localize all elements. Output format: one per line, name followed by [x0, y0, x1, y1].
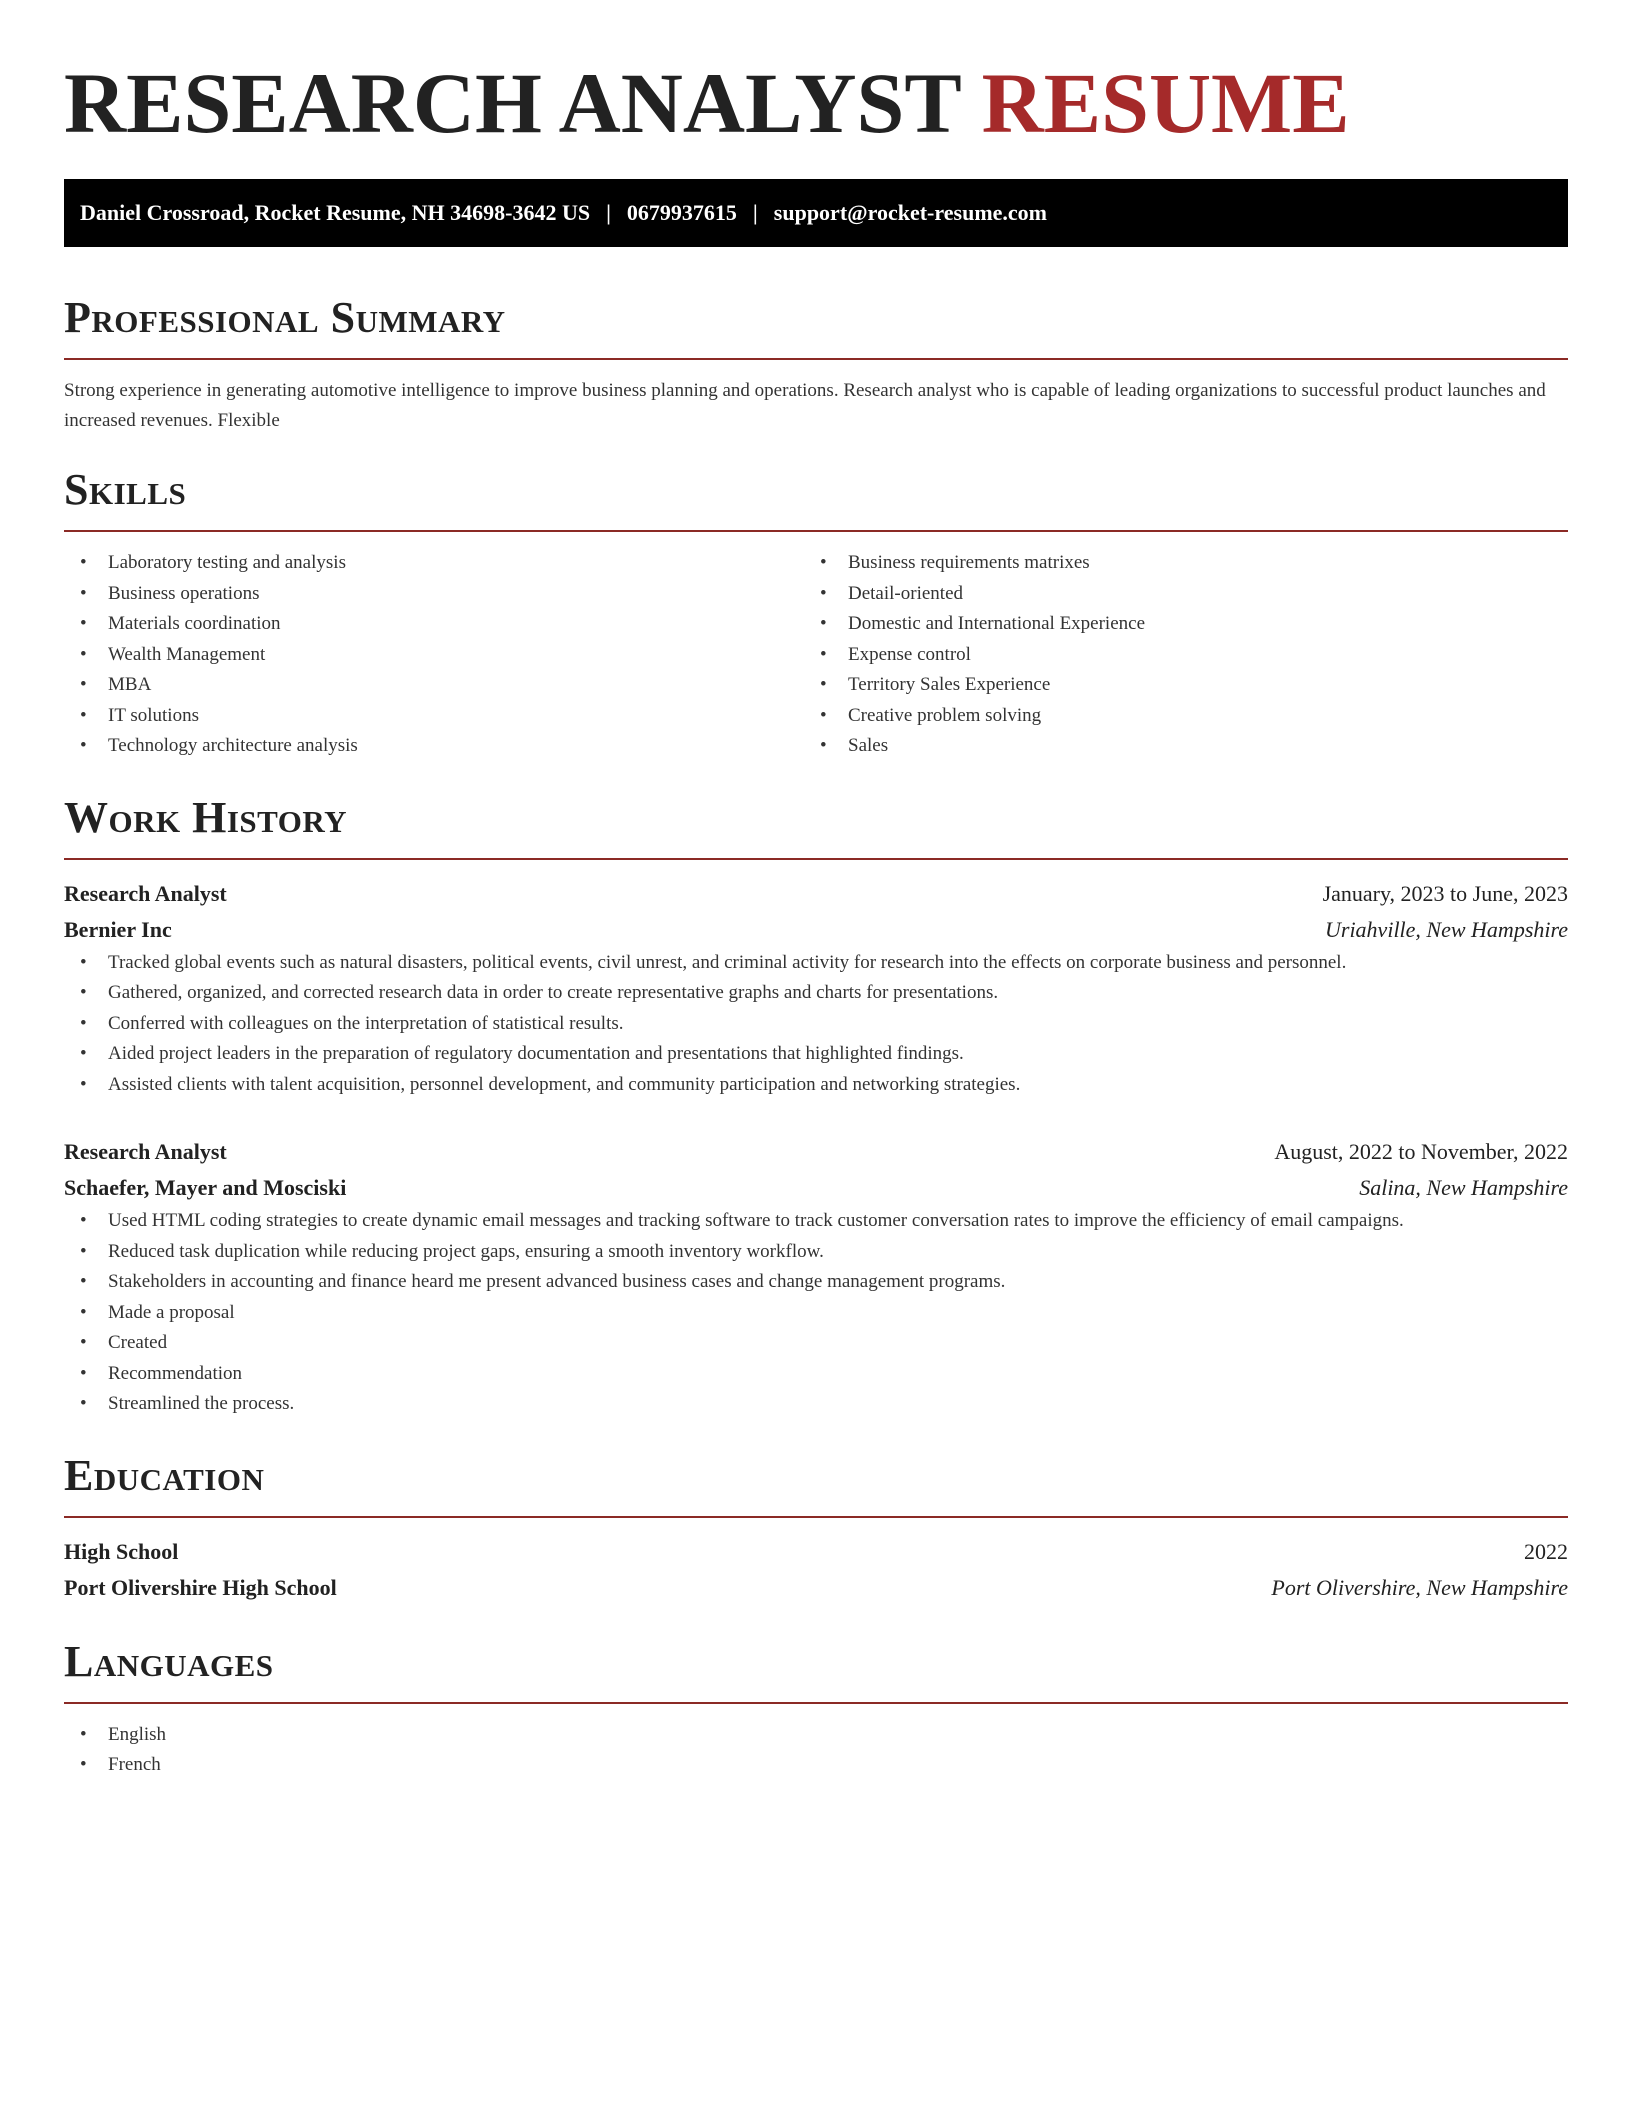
skills-grid: [64, 548, 1568, 762]
job-dates: January, 2023 to June, 2023: [1322, 880, 1568, 906]
education-degree: High School: [64, 1538, 179, 1564]
skill-item: • Creative problem solving: [804, 701, 1544, 732]
contact-separator: |: [752, 200, 758, 225]
job-bullet: • Gathered, organized, and corrected research data in order to create representative graphs and charts for presentations.: [64, 978, 1568, 1009]
skills-heading: Skills: [64, 465, 187, 514]
job-bullet: • Created: [64, 1328, 1568, 1359]
skills-left-list: [64, 548, 804, 762]
language-item: • English: [64, 1720, 1568, 1751]
job-bullet: • Made a proposal: [64, 1298, 1568, 1329]
skill-item: • Detail-oriented: [804, 579, 1544, 610]
title-accent: RESUME: [981, 55, 1350, 151]
contact-address: Daniel Crossroad, Rocket Resume, NH 34698-3642 US: [80, 200, 591, 225]
education-section: [64, 1450, 1568, 1606]
section-divider: [64, 1702, 1568, 1704]
summary-heading: Professional Summary: [64, 293, 506, 342]
contact-email: support@rocket-resume.com: [773, 200, 1047, 225]
job-company: Bernier Inc: [64, 916, 172, 942]
job-location: Uriahville, New Hampshire: [1325, 916, 1568, 942]
job-company-row: [64, 912, 1568, 948]
language-item: • French: [64, 1750, 1568, 1781]
skill-item: • Technology architecture analysis: [64, 731, 804, 762]
languages-section: [64, 1636, 1568, 1781]
skill-item: • Sales: [804, 731, 1544, 762]
skill-item: • Business requirements matrixes: [804, 548, 1544, 579]
skill-item: • Territory Sales Experience: [804, 670, 1544, 701]
job-bullet: • Aided project leaders in the preparation of regulatory documentation and presentations that highlighted findings.: [64, 1039, 1568, 1070]
resume-title: [64, 55, 1568, 151]
skill-item: • Domestic and International Experience: [804, 609, 1544, 640]
education-location: Port Olivershire, New Hampshire: [1271, 1574, 1568, 1600]
summary-text: Strong experience in generating automotive intelligence to improve business planning and operations. Research analyst who is capable of leading organizations to successful product launches and increased revenues. Flexible: [64, 380, 1546, 431]
section-divider: [64, 530, 1568, 532]
job-title: Research Analyst: [64, 880, 227, 906]
work-heading: Work History: [64, 792, 348, 842]
skill-item: • IT solutions: [64, 701, 804, 732]
skill-item: • Expense control: [804, 640, 1544, 671]
job-header-row: [64, 1134, 1568, 1170]
job-bullet: • Stakeholders in accounting and finance heard me present advanced business cases and change management programs.: [64, 1267, 1568, 1298]
job-company: Schaefer, Mayer and Mosciski: [64, 1175, 347, 1200]
job-bullet: • Conferred with colleagues on the interpretation of statistical results.: [64, 1009, 1568, 1040]
skills-right-list: [804, 548, 1544, 762]
skill-item: • Wealth Management: [64, 640, 804, 671]
contact-phone: 0679937615: [626, 200, 737, 225]
job-bullets: [64, 948, 1568, 1101]
section-divider: [64, 858, 1568, 860]
education-year: 2022: [1524, 1538, 1568, 1564]
section-divider: [64, 1516, 1568, 1518]
education-heading: Education: [64, 1450, 265, 1500]
work-section: [64, 792, 1568, 1420]
skill-item: • MBA: [64, 670, 804, 701]
job-header-row: [64, 876, 1568, 912]
job-location: Salina, New Hampshire: [1359, 1175, 1568, 1200]
skill-item: • Laboratory testing and analysis: [64, 548, 804, 579]
summary-section: [64, 293, 1568, 436]
languages-list: [64, 1720, 1568, 1781]
skill-item: • Business operations: [64, 579, 804, 610]
job-entry: [64, 1134, 1568, 1420]
education-school: Port Olivershire High School: [64, 1574, 337, 1600]
job-bullets: [64, 1206, 1568, 1420]
skills-section: [64, 465, 1568, 762]
contact-separator: |: [606, 200, 611, 225]
job-title: Research Analyst: [64, 1139, 227, 1164]
contact-bar: [64, 179, 1568, 247]
job-bullet: • Assisted clients with talent acquisition, personnel development, and community participation and networking strategies.: [64, 1070, 1568, 1101]
education-school-row: [64, 1570, 1568, 1606]
education-entry: [64, 1534, 1568, 1606]
education-header-row: [64, 1534, 1568, 1570]
skill-item: • Materials coordination: [64, 609, 804, 640]
job-bullet: • Reduced task duplication while reducing project gaps, ensuring a smooth inventory workflow.: [64, 1237, 1568, 1268]
languages-heading: Languages: [64, 1636, 274, 1686]
job-bullet: • Used HTML coding strategies to create dynamic email messages and tracking software to track customer conversation rates to improve the efficiency of email campaigns.: [64, 1206, 1568, 1237]
job-bullet: • Recommendation: [64, 1359, 1568, 1390]
job-bullet: • Tracked global events such as natural disasters, political events, civil unrest, and criminal activity for research into the effects on corporate business and personnel.: [64, 948, 1568, 979]
job-bullet: • Streamlined the process.: [64, 1389, 1568, 1420]
job-company-row: [64, 1170, 1568, 1206]
title-main: RESEARCH ANALYST: [64, 55, 961, 151]
job-entry: [64, 876, 1568, 1101]
job-dates: August, 2022 to November, 2022: [1274, 1139, 1568, 1164]
section-divider: [64, 358, 1568, 360]
